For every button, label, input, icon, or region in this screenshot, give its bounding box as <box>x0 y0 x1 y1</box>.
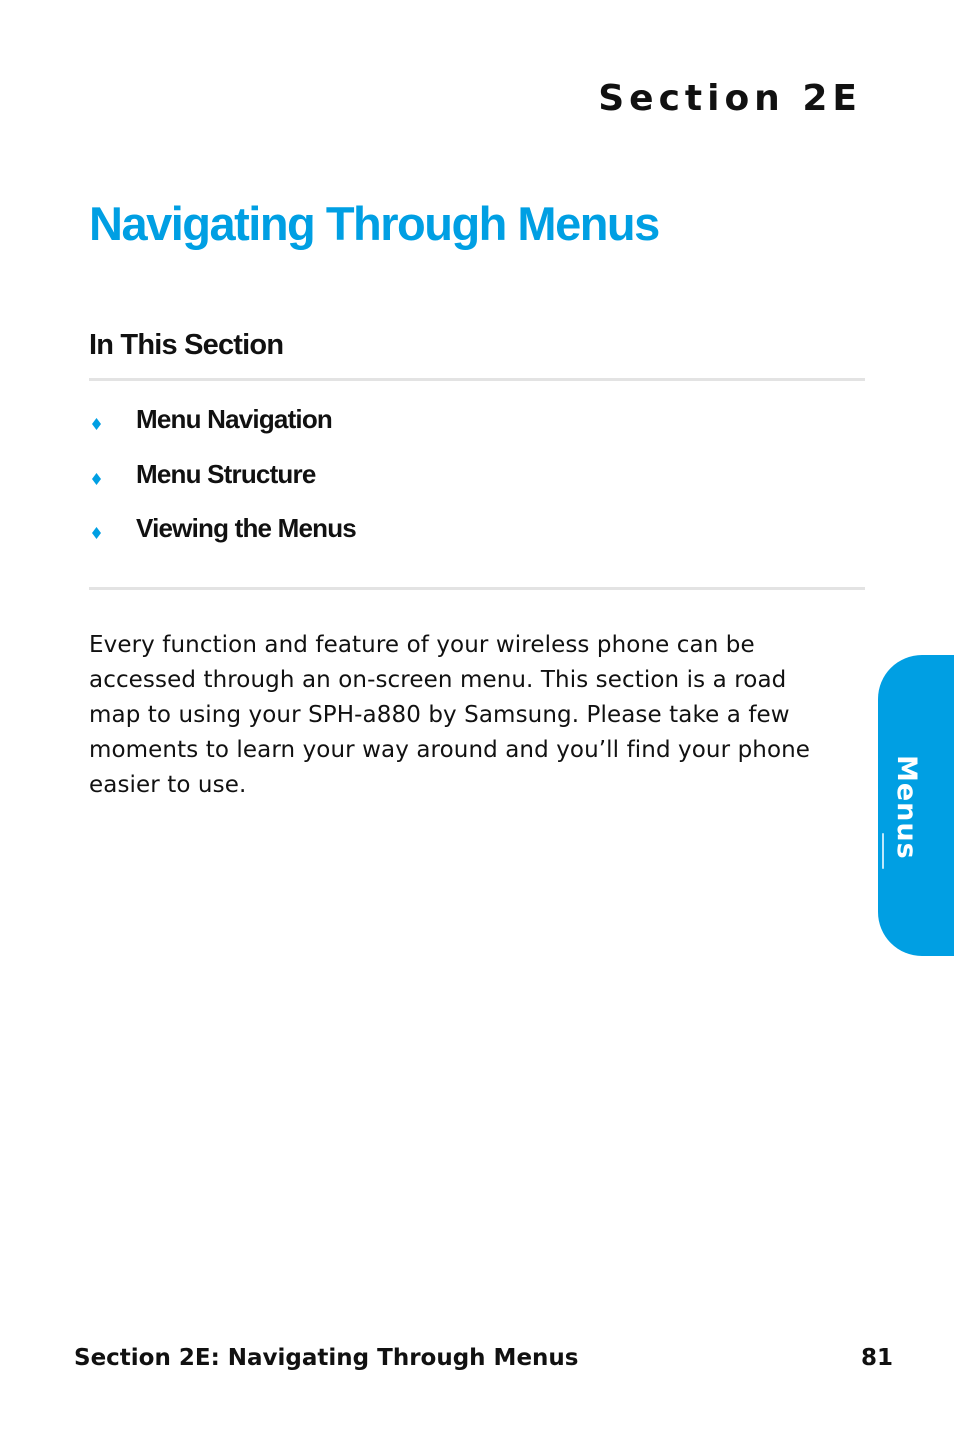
intro-paragraph: Every function and feature of your wireless phone can be accessed through an on-screen menu. This section is a road map to using your SPH-a880 by Samsung. Please take a few moments to learn your way around and you’ll find your phone easier to use. <box>89 632 811 798</box>
footer-section-title: Section 2E: Navigating Through Menus <box>74 1345 579 1371</box>
page-number: 81 <box>860 1345 893 1371</box>
divider-top <box>89 378 865 381</box>
page-title: Navigating Through Menus <box>89 197 659 250</box>
diamond-bullet-icon <box>92 418 101 430</box>
in-this-section-heading: In This Section <box>89 329 284 361</box>
list-item-label[interactable]: Viewing the Menus <box>136 513 356 543</box>
list-item-label[interactable]: Menu Navigation <box>136 404 333 434</box>
diamond-bullet-icon <box>92 473 101 485</box>
section-label: Section 2E <box>598 78 862 119</box>
side-tab-label: Menus <box>891 755 922 860</box>
list-item-label[interactable]: Menu Structure <box>136 458 316 489</box>
diamond-bullet-icon <box>92 527 101 539</box>
divider-bottom <box>89 587 865 590</box>
section-side-tab[interactable] <box>878 655 954 956</box>
side-tab-highlight <box>882 833 884 869</box>
